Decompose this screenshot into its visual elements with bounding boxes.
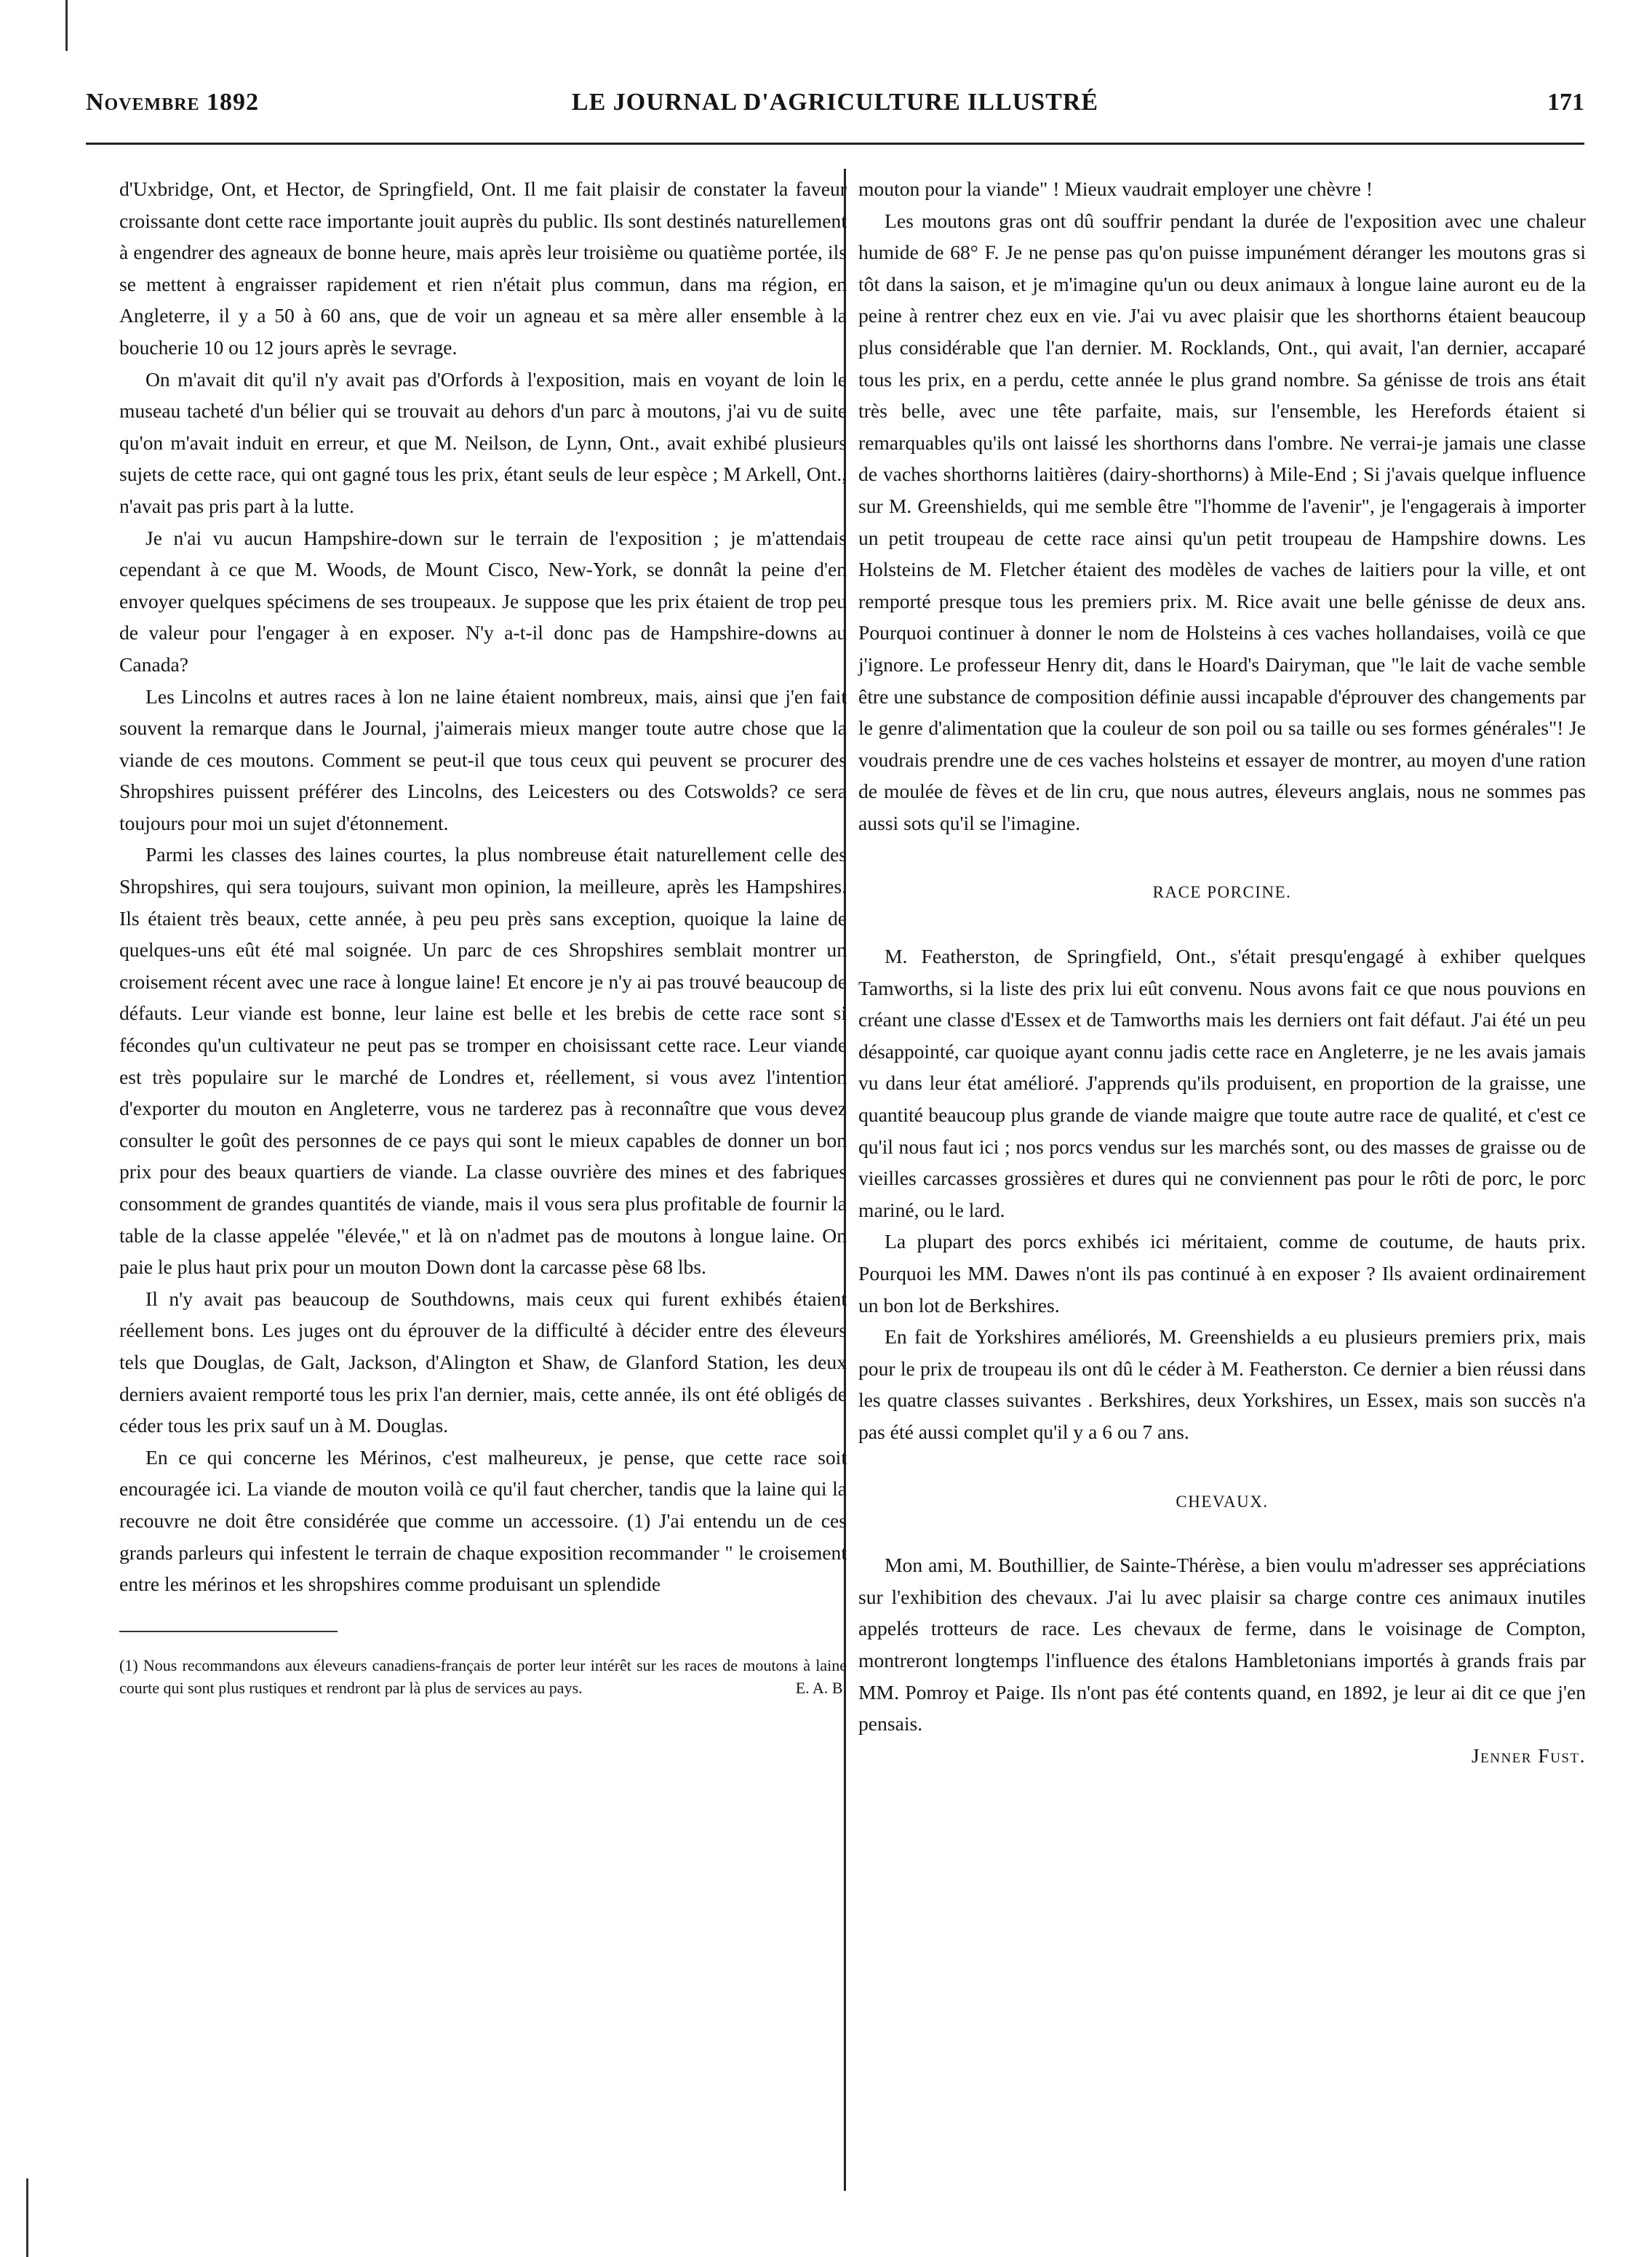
running-header (86, 81, 1584, 125)
paragraph: On m'avait dit qu'il n'y avait pas d'Orfords à l'exposition, mais en voyant de loin le museau tacheté d'un bélier qui se trouvait au dehors d'un parc à moutons, j'ai vu de suite qu'on m'avait induit en erreur, et que M. Neilson, de Lynn, Ont., avait exhibé plusieurs sujets de cette race, qui ont gagné tous les prix, étant seuls de leur espèce ; M Arkell, Ont., n'avait pas pris part à la lutte. (119, 367, 847, 517)
right-column (858, 173, 1586, 1771)
paragraph: Les Lincolns et autres races à lon ne laine étaient nombreux, mais, ainsi que j'en fait souvent la remarque dans le Journal, j'aimerais mieux manger toute autre chose que la viande de ces moutons. Comment se peut-il que tous ceux qui peuvent se procurer des Shropshires puissent préférer des Lincolns, des Leicesters ou des Cotswolds? ce sera toujours pour moi un sujet d'étonnement. (119, 684, 847, 834)
footnote-rule (119, 1631, 338, 1632)
paragraph: Les moutons gras ont dû souffrir pendant la durée de l'exposition avec une chaleur humide de 68° F. Je ne pense pas qu'on puisse impunément déranger les moutons gras si tôt dans la saison, et je m'imagine qu'un ou deux animaux à longue laine auront eu de la peine à rentrer chez eux en vie. J'ai vu avec plaisir que les shorthorns étaient beaucoup plus considérable que l'an dernier. M. Rocklands, Ont., qui avait, l'an dernier, accaparé tous les prix, en a perdu, cette année le plus grand nombre. Sa génisse de trois ans était très belle, avec une tête parfaite, mais, sur l'ensemble, les Herefords étaient si remarquables qu'ils ont laissé les shorthorns dans l'ombre. Ne verrai-je jamais une classe de vaches shorthorns laitières (dairy-shorthorns) à Mile-End ; Si j'avais quelque influence sur M. Greenshields, qui me semble être "l'homme de l'avenir", je l'engagerais à importer un petit troupeau de cette race ainsi qu'un petit troupeau de Hampshire downs. Les Holsteins de M. Fletcher étaient des modèles de vaches de laitiers pour la ville, et ont remporté presque tous les premiers prix. M. Rice avait une belle génisse de deux ans. Pourquoi continuer à donner le nom de Holsteins à ces vaches hollandaises, voilà ce que j'ignore. Le professeur Henry dit, dans le Hoard's Dairyman, que "le lait de vache semble être une substance de composition définie aussi incapable d'éprouver des changements par le genre d'alimentation que la couleur de son poil ou sa taille ou ses formes générales"! Je voudrais prendre une de ces vaches holsteins et essayer de montrer, au moyen d'une ration de moulée de fèves et de lin cru, que nous autres, éleveurs anglais, nous ne sommes pas aussi sots qu'il se l'imagine. (858, 209, 1586, 834)
header-rule (86, 143, 1584, 145)
paragraph: M. Featherston, de Springfield, Ont., s'était presqu'engagé à exhiber quelques Tamworths, si la liste des prix lui eût convenu. Nous avons fait ce que nous pouvions en créant une classe d'Essex et de Tamworths mais les derniers ont fait défaut. J'ai été un peu désappointé, car quoique ayant connu jadis cette race en Angleterre, je ne les avais jamais vu dans leur état amélioré. J'apprends qu'ils produisent, en proportion de la graisse, une quantité beaucoup plus grande de viande maigre que toute autre race de qualité, et c'est ce qu'il nous faut ici ; nos porcs vendus sur les marchés sont, ou des masses de graisse ou de vieilles carcasses grossières et dures qui ne conviennent pas pour le rôti de porc, le porc mariné, ou le lard. (858, 945, 1586, 1221)
paragraph: Mon ami, M. Bouthillier, de Sainte-Thérèse, a bien voulu m'adresser ses appréciations sur l'exhibition des chevaux. J'ai lu avec plaisir sa charge contre ces animaux inutiles appelés trotteurs de race. Les chevaux de ferme, dans le voisinage de Compton, montreront longtemps l'influence des étalons Hambletonians importés à grands frais par MM. Pomroy et Paige. Ils n'ont pas été contents quand, en 1892, je leur ai dit ce que j'en pensais. (858, 1554, 1586, 1735)
paragraph: mouton pour la viande" ! Mieux vaudrait employer une chèvre ! (858, 177, 1373, 200)
scan-mark-top (65, 0, 68, 51)
paragraph: Je n'ai vu aucun Hampshire-down sur le terrain de l'exposition ; je m'attendais cependant à ce que M. Woods, de Mount Cisco, New-York, se donnât la peine d'en envoyer quelques spécimens de ses troupeaux. Je suppose que les prix étaient de trop peu de valeur pour l'engager à en exposer. N'y a-t-il donc pas de Hampshire-downs au Canada? (119, 526, 847, 676)
author-signature: Jenner Fust. (1471, 1743, 1586, 1767)
paragraph: Parmi les classes des laines courtes, la plus nombreuse était naturellement celle des Shropshires, qui sera toujours, suivant mon opinion, la meilleure, après les Hampshires. Ils étaient très beaux, cette année, à peu peu près sans exception, quoique la laine de quelques-uns eût été mal soignée. Un parc de ces Shropshires semblait montrer un croisement récent avec une race à longue laine! Et encore je n'y ai pas trouvé beaucoup de défauts. Leur viande est bonne, leur laine est belle et les brebis de cette race sont si fécondes qu'un cultivateur ne peut pas se tromper en choisissant cette race. Leur viande est très populaire sur le marché de Londres et, réellement, si vous avez l'intention d'exporter du mouton en Angleterre, vous ne tarderez pas à reconnaître que vous devez consulter le goût des personnes de ce pays qui sont le mieux capables de donner un bon prix pour des beaux quartiers de viande. La classe ouvrière des mines et des fabriques consomment de grandes quantités de viande, mais il vous sera plus profitable de fournir la table de la classe appelée "élevée," et là on n'admet pas de moutons à longue laine. On paie le plus haut prix pour un mouton Down dont la carcasse pèse 68 lbs. (119, 843, 847, 1279)
journal-title: LE JOURNAL D'AGRICULTURE ILLUSTRÉ (571, 89, 1099, 116)
footnote-text: (1) Nous recommandons aux éleveurs canadiens-français de porter leur intérêt sur les races de moutons à laine courte qui sont plus rustiques et rendront par là plus de services au pays. (119, 1655, 847, 1697)
section-heading-horses: CHEVAUX. (1176, 1492, 1269, 1511)
paragraph: En ce qui concerne les Mérinos, c'est malheureux, je pense, que cette race soit encouragée ici. La viande de mouton voilà ce qu'il faut chercher, tandis que la laine qui la recouvre ne doit être considérée que comme un accessoire. (1) J'ai entendu un de ces grands parleurs qui infestent le terrain de chaque exposition recommander " le croisement entre les mérinos et les shropshires comme produisant un splendide (119, 1445, 847, 1596)
paragraph: Il n'y avait pas beaucoup de Southdowns, mais ceux qui furent exhibés étaient réellement bons. Les juges ont du éprouver de la difficulté à décider entre des éleveurs tels que Douglas, de Galt, Jackson, d'Alington et Shaw, de Glanford Station, les deux derniers avaient remporté tous les prix l'an dernier, mais, cette année, ils ont été obligés de céder tous les prix sauf un à M. Douglas. (119, 1287, 847, 1437)
paragraph: d'Uxbridge, Ont, et Hector, de Springfield, Ont. Il me fait plaisir de constater la faveur croissante dont cette race importante jouit auprès du public. Ils sont destinés naturellement à engendrer des agneaux de bonne heure, mais après leur troisième ou quatième portée, ils se mettent à engraisser rapidement et rien n'était plus commun, dans ma région, en Angleterre, il y a 50 à 60 ans, que de voir un agneau et sa mère aller ensemble à la boucherie 10 ou 12 jours après le sevrage. (119, 177, 847, 359)
page-number: 171 (1547, 89, 1584, 116)
paragraph: En fait de Yorkshires améliorés, M. Greenshields a eu plusieurs premiers prix, mais pour le prix de troupeau ils ont dû le céder à M. Featherston. Ce dernier a bien réussi dans les quatre classes suivantes . Berkshires, deux Yorkshires, un Essex, mais son succès n'a pas été aussi complet qu'il y a 6 ou 7 ans. (858, 1325, 1586, 1443)
scan-mark-bottom (26, 2178, 28, 2257)
issue-date: Novembre 1892 (86, 89, 260, 116)
footnote (119, 1654, 847, 1699)
footnote-signature: E. A. B. (795, 1678, 847, 1697)
left-column (119, 173, 847, 1699)
paragraph: La plupart des porcs exhibés ici méritaient, comme de coutume, de hauts prix. Pourquoi les MM. Dawes n'ont ils pas continué à en exposer ? Ils avaient ordinairement un bon lot de Berkshires. (858, 1230, 1586, 1317)
section-heading-pigs: RACE PORCINE. (1152, 883, 1292, 902)
